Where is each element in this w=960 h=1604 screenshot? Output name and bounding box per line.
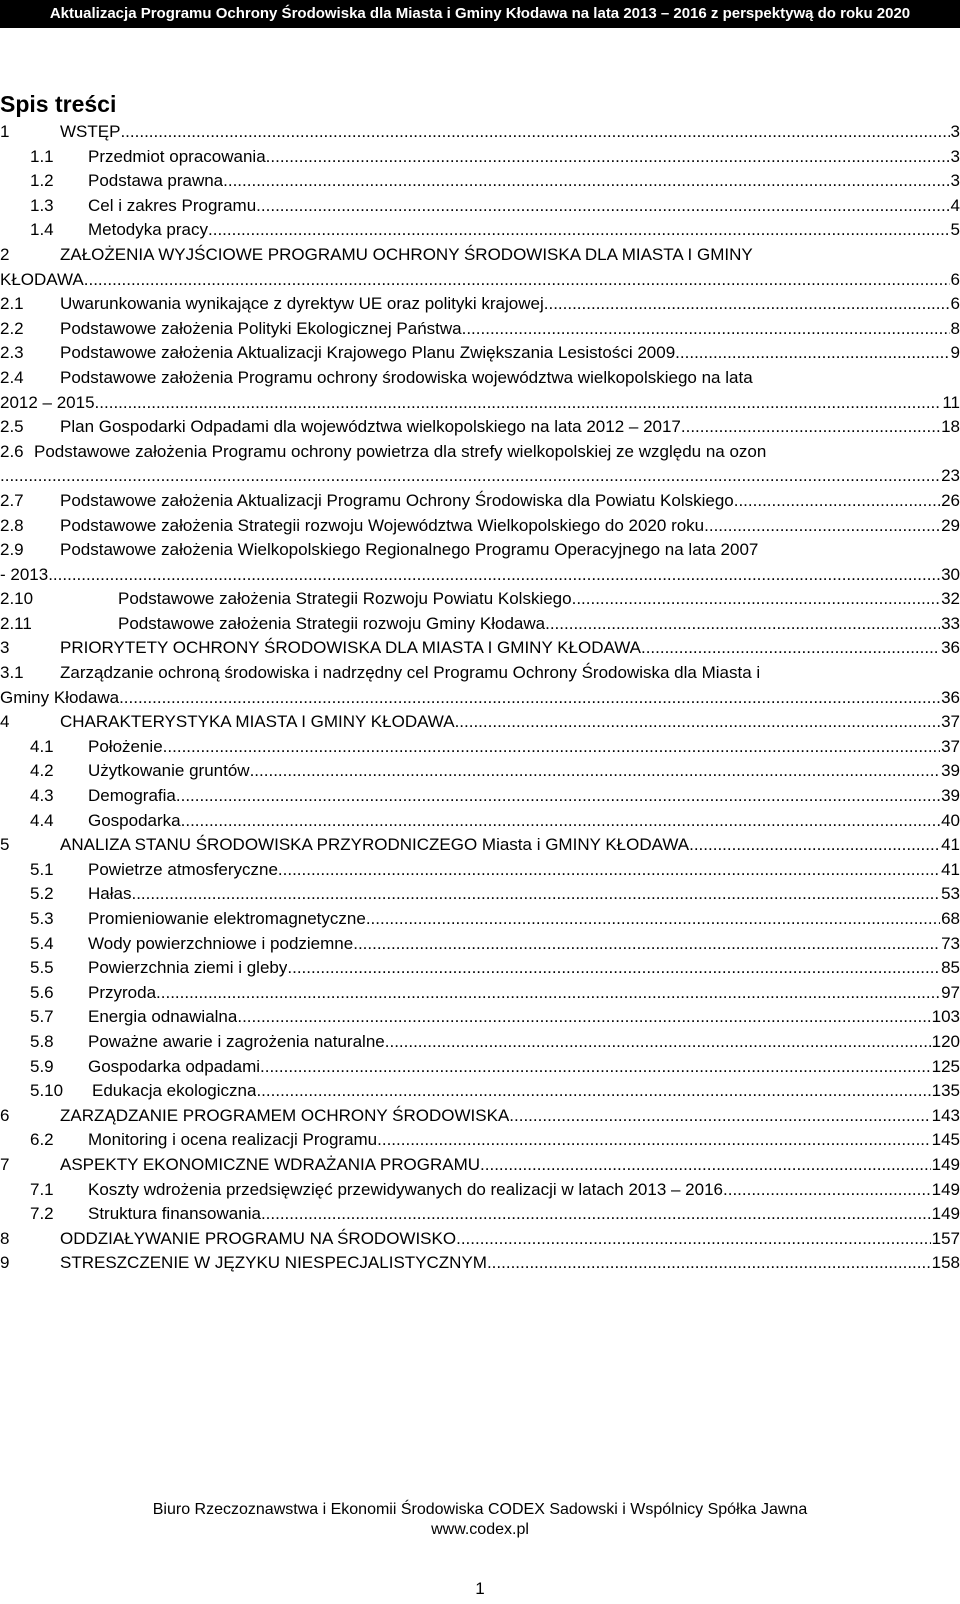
toc-entry[interactable]: [0, 1030, 960, 1055]
toc-entry[interactable]: [0, 661, 960, 710]
toc-entry-page: 85: [941, 958, 960, 978]
toc-entry-page: 6: [950, 294, 960, 314]
toc-entry-page: 36: [941, 687, 960, 707]
toc-leader-dots: [266, 145, 950, 170]
toc-entry[interactable]: [0, 145, 960, 170]
toc-entry[interactable]: [0, 194, 960, 219]
toc-entry[interactable]: [0, 169, 960, 194]
toc-leader-dots: [480, 1153, 931, 1178]
toc-entry-title: Koszty wdrożenia przedsięwzięć przewidywanych do realizacji w latach 2013 – 2016: [88, 1179, 723, 1199]
toc-leader-dots: [0, 464, 940, 489]
toc-entry[interactable]: [0, 735, 960, 760]
toc-entry-title: Przyroda: [88, 982, 157, 1002]
toc-entry[interactable]: [0, 882, 960, 907]
toc-entry-title-continued: Gminy Kłodawa: [0, 687, 120, 707]
toc-entry-title: Hałas: [88, 884, 132, 904]
toc-entry-number: 2: [0, 244, 10, 264]
toc-entry-title: ODDZIAŁYWANIE PROGRAMU NA ŚRODOWISKO: [60, 1228, 457, 1248]
toc-entry-title: Energia odnawialna: [88, 1007, 238, 1027]
toc-entry-title: Monitoring i ocena realizacji Programu: [88, 1130, 378, 1150]
toc-entry-page: 26: [941, 490, 960, 510]
toc-leader-dots: [704, 514, 940, 539]
toc-entry[interactable]: [0, 538, 960, 587]
toc-entry-title: Edukacja ekologiczna: [92, 1081, 257, 1101]
toc-entry-title: Podstawa prawna: [88, 171, 224, 191]
toc-entry-title: WSTĘP: [60, 122, 121, 141]
toc-entry-page: 73: [941, 933, 960, 953]
toc-leader-dots: [163, 735, 940, 760]
toc-entry[interactable]: [0, 858, 960, 883]
toc-leader-dots: [487, 1251, 931, 1276]
toc-entry-title: STRESZCZENIE W JĘZYKU NIESPECJALISTYCZNYM: [60, 1253, 487, 1273]
toc-leader-dots: [131, 882, 940, 907]
toc-entry-number: 4.3: [30, 786, 54, 806]
toc-entry[interactable]: [0, 636, 960, 661]
toc-leader-dots: [675, 341, 949, 366]
toc-entry-title: Wody powierzchniowe i podziemne: [88, 933, 354, 953]
toc-leader-dots: [734, 489, 940, 514]
toc-entry[interactable]: [0, 366, 960, 415]
toc-entry-page: 41: [941, 835, 960, 855]
toc-entry-number: 5.1: [30, 859, 54, 879]
toc-entry-number: 5.9: [30, 1056, 54, 1076]
toc-entry-title: Struktura finansowania: [88, 1204, 261, 1224]
toc-entry-title: Demografia: [88, 786, 176, 806]
toc-entry-page: 158: [931, 1253, 960, 1273]
toc-leader-dots: [261, 1202, 931, 1227]
toc-leader-dots: [119, 686, 940, 711]
toc-entry[interactable]: [0, 341, 960, 366]
toc-entry-number: 2.4: [0, 367, 24, 387]
toc-leader-dots: [95, 391, 942, 416]
toc-entry[interactable]: [0, 932, 960, 957]
header-title: Aktualizacja Programu Ochrony Środowiska dla Miasta i Gminy Kłodawa na lata 2013 – 2016 z perspektywą do roku 2020: [49, 5, 911, 22]
toc-title: Spis treści: [0, 91, 117, 117]
toc-entry[interactable]: [0, 587, 960, 612]
toc-leader-dots: [278, 858, 940, 883]
toc-entry-title: Położenie: [88, 736, 163, 756]
toc-entry[interactable]: [0, 907, 960, 932]
toc-entry-title: Promieniowanie elektromagnetyczne: [88, 909, 366, 928]
toc-entry-title: Powierzchnia ziemi i gleby: [88, 958, 288, 978]
toc-entry-number: 7.1: [30, 1179, 54, 1199]
toc-entry-title: CHARAKTERYSTYKA MIASTA I GMINY KŁODAWA: [60, 712, 455, 732]
toc-entry-title: Podstawowe założenia Aktualizacji Programu Ochrony Środowiska dla Powiatu Kolskiego: [60, 490, 734, 510]
toc-entry-page: 23: [941, 466, 960, 486]
toc-leader-dots: [377, 1128, 930, 1153]
toc-entry-page: 149: [931, 1179, 960, 1199]
toc-entry-number: 2.6: [0, 441, 24, 461]
toc-entry-page: 143: [931, 1105, 960, 1125]
toc-leader-dots: [572, 587, 940, 612]
toc-entry-number: 4.2: [30, 761, 54, 781]
toc-entry-title: Podstawowe założenia Polityki Ekologicznej Państwa: [60, 318, 462, 338]
toc-entry-title: Przedmiot opracowania: [88, 146, 266, 166]
toc-entry-page: 3: [950, 171, 960, 191]
toc-entry-number: 8: [0, 1228, 10, 1248]
toc-leader-dots: [260, 1055, 931, 1080]
toc-entry-number: 5.8: [30, 1031, 54, 1051]
toc-entry-title: Podstawowe założenia Strategii rozwoju Gminy Kłodawa: [118, 613, 546, 633]
toc-entry-title: ANALIZA STANU ŚRODOWISKA PRZYRODNICZEGO Miasta i GMINY KŁODAWA: [60, 835, 690, 855]
toc-entry-number: 5.7: [30, 1007, 54, 1027]
toc-leader-dots: [366, 907, 940, 932]
toc-entry-number: 2.2: [0, 318, 24, 338]
footer-url[interactable]: www.codex.pl: [431, 1521, 529, 1538]
toc-entry[interactable]: [0, 784, 960, 809]
toc-entry-title: Użytkowanie gruntów: [88, 761, 250, 781]
toc-leader-dots: [176, 784, 940, 809]
toc-entry[interactable]: [0, 415, 960, 440]
toc-leader-dots: [689, 833, 940, 858]
toc-entry-number: 7: [0, 1154, 10, 1174]
toc-entry-title: PRIORYTETY OCHRONY ŚRODOWISKA DLA MIASTA I GMINY KŁODAWA: [60, 638, 641, 658]
toc-entry-page: 4: [950, 195, 960, 215]
toc-entry[interactable]: [0, 1104, 960, 1129]
toc-entry-page: 37: [941, 712, 960, 732]
toc-entry-title: Uwarunkowania wynikające z dyrektyw UE oraz polityki krajowej: [60, 294, 544, 314]
toc-entry-number: 4.1: [30, 736, 54, 756]
toc-entry-title: ASPEKTY EKONOMICZNE WDRAŻANIA PROGRAMU: [60, 1154, 481, 1174]
toc-entry[interactable]: [0, 956, 960, 981]
toc-leader-dots: [723, 1178, 931, 1203]
toc-entry-number: 5.5: [30, 958, 54, 978]
toc-leader-dots: [509, 1104, 930, 1129]
toc-entry-title-continued: KŁODAWA: [0, 269, 84, 289]
toc-entry[interactable]: [0, 292, 960, 317]
toc-entry-title-continued: 2012 – 2015: [0, 392, 95, 412]
toc-leader-dots: [545, 612, 940, 637]
toc-leader-dots: [48, 563, 940, 588]
toc-entry-title: Zarządzanie ochroną środowiska i nadrzędny cel Programu Ochrony Środowiska dla Miasta i: [60, 663, 761, 683]
toc-leader-dots: [353, 932, 940, 957]
toc-entry-number: 5.3: [30, 909, 54, 928]
toc-entry-number: 4.4: [30, 810, 54, 830]
toc-entry-page: 32: [941, 589, 960, 609]
toc-entry-number: 6.2: [30, 1130, 54, 1150]
toc-entry[interactable]: [0, 514, 960, 539]
toc-entry-page: 97: [941, 982, 960, 1002]
toc-entry[interactable]: [0, 1227, 960, 1252]
toc-entry-number: 3: [0, 638, 10, 658]
toc-entry-page: 5: [950, 220, 960, 240]
toc-entry-page: 135: [931, 1081, 960, 1101]
toc-entry-page: 68: [941, 909, 960, 928]
toc-leader-dots: [223, 169, 949, 194]
toc-leader-dots: [250, 759, 941, 784]
toc-entry[interactable]: [0, 120, 960, 145]
toc-entry[interactable]: [0, 440, 960, 489]
toc-entry-title: Cel i zakres Programu: [88, 195, 257, 215]
toc-entry-title: Powietrze atmosferyczne: [88, 859, 278, 879]
toc-leader-dots: [256, 194, 949, 219]
toc-entry[interactable]: [0, 1079, 960, 1104]
toc-leader-dots: [455, 710, 941, 735]
toc-entry-page: 29: [941, 515, 960, 535]
toc-entry-number: 4: [0, 712, 10, 732]
toc-leader-dots: [256, 1079, 930, 1104]
footer-company: Biuro Rzeczoznawstwa i Ekonomii Środowiska CODEX Sadowski i Wspólnicy Spółka Jawna: [152, 1501, 808, 1518]
toc-entry[interactable]: [0, 612, 960, 637]
toc-entry-page: 9: [950, 343, 960, 363]
toc-entry-title: Plan Gospodarki Odpadami dla województwa wielkopolskiego na lata 2012 – 2017: [60, 417, 681, 437]
toc-entry-number: 1.4: [30, 220, 54, 240]
toc-leader-dots: [544, 292, 950, 317]
toc-entry-page: 3: [950, 146, 960, 166]
toc-entry[interactable]: [0, 759, 960, 784]
toc-leader-dots: [287, 956, 940, 981]
toc-entry-page: 36: [941, 638, 960, 658]
toc-entry-page: 39: [941, 761, 960, 781]
toc-entry[interactable]: [0, 489, 960, 514]
toc-entry-number: 2.10: [0, 589, 34, 609]
toc-entry-page: 120: [931, 1031, 960, 1051]
toc-entry[interactable]: [0, 218, 960, 243]
toc-entry-number: 7.2: [30, 1204, 54, 1224]
toc-entry-page: 40: [941, 810, 960, 830]
toc-entry-title: ZAŁOŻENIA WYJŚCIOWE PROGRAMU OCHRONY ŚRODOWISKA DLA MIASTA I GMINY: [60, 244, 753, 264]
document-header: [0, 0, 960, 28]
toc-entry[interactable]: [0, 809, 960, 834]
toc-entry-number: 2.1: [0, 294, 24, 314]
toc-entry-title-continued: - 2013: [0, 564, 49, 584]
toc-leader-dots: [208, 218, 950, 243]
toc-leader-dots: [181, 809, 940, 834]
toc-entry[interactable]: [0, 1178, 960, 1203]
toc-leader-dots: [156, 981, 940, 1006]
table-of-contents: [0, 120, 960, 1276]
page-number: 1: [475, 1579, 485, 1598]
toc-entry[interactable]: [0, 317, 960, 342]
toc-entry-title: Podstawowe założenia Aktualizacji Krajowego Planu Zwiększania Lesistości 2009: [60, 343, 676, 363]
toc-leader-dots: [120, 120, 949, 145]
toc-leader-dots: [462, 317, 950, 342]
toc-entry-page: 37: [941, 736, 960, 756]
toc-entry-title: Podstawowe założenia Strategii Rozwoju Powiatu Kolskiego: [118, 589, 572, 609]
toc-entry[interactable]: [0, 1055, 960, 1080]
toc-leader-dots: [681, 415, 940, 440]
toc-entry[interactable]: [0, 243, 960, 292]
toc-entry-title: Podstawowe założenia Wielkopolskiego Regionalnego Programu Operacyjnego na lata 2007: [60, 540, 759, 560]
toc-entry-number: 5.4: [30, 933, 54, 953]
toc-entry-number: 6: [0, 1105, 10, 1125]
toc-entry-number: 1.2: [30, 171, 54, 191]
toc-entry-page: 149: [931, 1204, 960, 1224]
toc-entry-page: 125: [931, 1056, 960, 1076]
toc-entry-title: ZARZĄDZANIE PROGRAMEM OCHRONY ŚRODOWISKA: [60, 1105, 510, 1125]
toc-entry[interactable]: [0, 981, 960, 1006]
toc-entry-page: 11: [942, 392, 960, 412]
toc-leader-dots: [641, 636, 940, 661]
toc-entry-title: Gospodarka odpadami: [88, 1056, 261, 1076]
toc-entry-number: 5.10: [30, 1081, 64, 1101]
toc-entry-number: 1.1: [30, 146, 54, 166]
toc-entry-number: 2.5: [0, 417, 24, 437]
toc-leader-dots: [456, 1227, 931, 1252]
toc-entry[interactable]: [0, 1128, 960, 1153]
toc-entry-number: 3.1: [0, 663, 24, 683]
toc-entry-number: 2.7: [0, 490, 24, 510]
toc-entry-page: 6: [950, 269, 960, 289]
toc-leader-dots: [237, 1005, 930, 1030]
toc-entry-number: 1: [0, 122, 10, 141]
toc-entry-number: 5.6: [30, 982, 54, 1002]
toc-leader-dots: [385, 1030, 931, 1055]
toc-entry-page: 157: [931, 1228, 960, 1248]
toc-entry[interactable]: [0, 1005, 960, 1030]
toc-entry[interactable]: [0, 1251, 960, 1276]
toc-entry-number: 2.3: [0, 343, 24, 363]
toc-entry-page: 53: [941, 884, 960, 904]
toc-entry-title: Poważne awarie i zagrożenia naturalne: [88, 1031, 385, 1051]
toc-entry-page: 39: [941, 786, 960, 806]
toc-entry-number: 2.9: [0, 540, 24, 560]
toc-entry[interactable]: [0, 833, 960, 858]
toc-entry-title: Podstawowe założenia Strategii rozwoju Województwa Wielkopolskiego do 2020 roku: [60, 515, 705, 535]
toc-entry-page: 8: [950, 318, 960, 338]
toc-leader-dots: [84, 268, 950, 293]
toc-entry-title: Podstawowe założenia Programu ochrony środowiska województwa wielkopolskiego na lata: [60, 367, 753, 387]
toc-entry-number: 2.11: [0, 613, 32, 633]
toc-entry-number: 5: [0, 835, 10, 855]
toc-entry-title: Metodyka pracy: [88, 220, 208, 240]
toc-entry-page: 33: [941, 613, 960, 633]
toc-entry-page: 103: [931, 1007, 960, 1027]
toc-entry-title: Podstawowe założenia Programu ochrony powietrza dla strefy wielkopolskiej ze względu na ozon: [34, 441, 767, 461]
toc-entry[interactable]: [0, 1153, 960, 1178]
toc-entry-page: 18: [941, 417, 960, 437]
toc-entry[interactable]: [0, 1202, 960, 1227]
toc-entry-number: 2.8: [0, 515, 24, 535]
toc-entry-number: 1.3: [30, 195, 54, 215]
toc-entry-page: 149: [931, 1154, 960, 1174]
toc-entry[interactable]: [0, 710, 960, 735]
toc-entry-title: Gospodarka: [88, 810, 181, 830]
toc-entry-page: 30: [941, 564, 960, 584]
toc-entry-number: 5.2: [30, 884, 54, 904]
toc-entry-page: 41: [941, 859, 960, 879]
toc-entry-page: 145: [931, 1130, 960, 1150]
toc-entry-number: 9: [0, 1253, 10, 1273]
toc-entry-page: 3: [950, 122, 960, 141]
